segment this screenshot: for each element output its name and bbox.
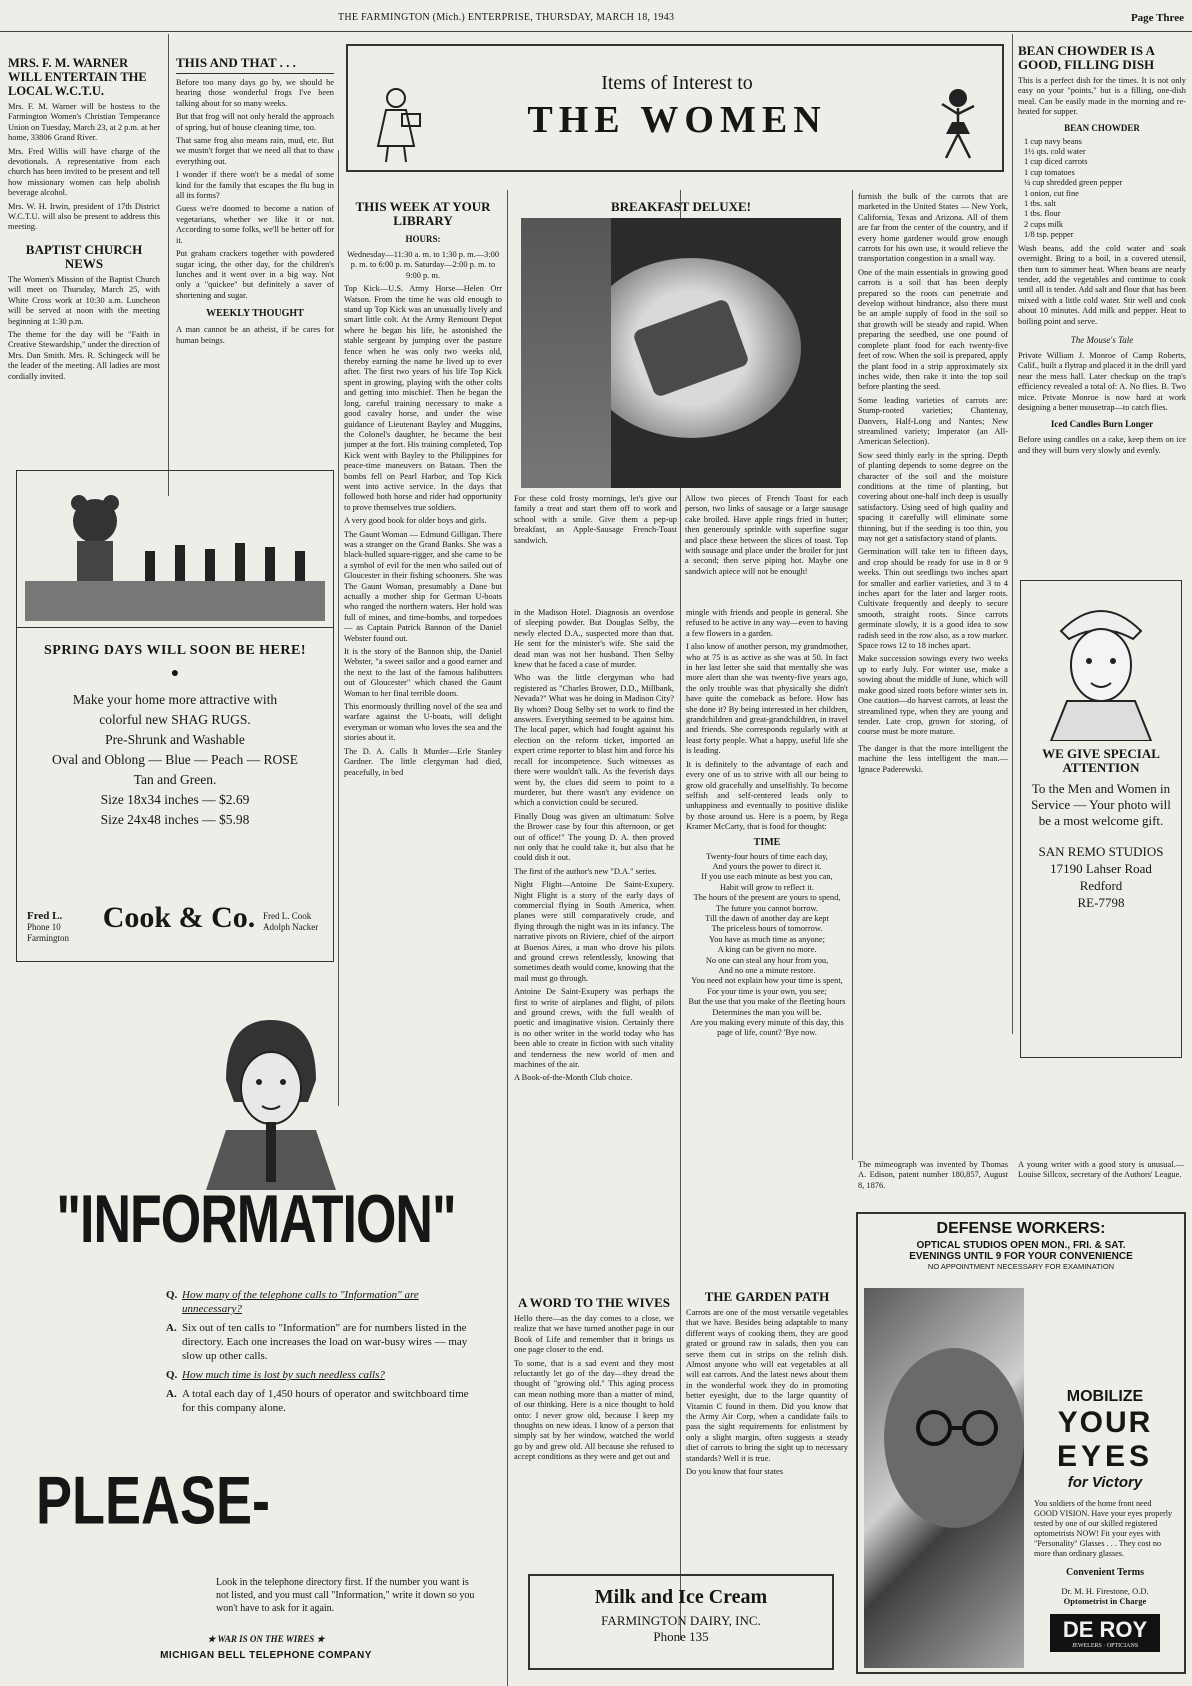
mimeograph-item	[858, 1160, 1008, 1200]
war-slogan: ★ WAR IS ON THE WIRES ★	[207, 1634, 325, 1644]
masthead-title: THE FARMINGTON (Mich.) ENTERPRISE, THURSDAY, MARCH 18, 1943	[338, 12, 675, 23]
subhead: Iced Candles Burn Longer	[1050, 419, 1154, 430]
paragraph: Hello there—as the day comes to a close, we realize that we have turned another page in our Book of Life and remember that it brings us one page closer to the end.	[514, 1314, 674, 1355]
paragraph: This is a perfect dish for the times. It is not only easy on your "points," but is a filling, one-dish meal. Can be easily made in the morning and re-heated for supper.	[1018, 76, 1186, 117]
poem-line: Habit will grow to reflect it.	[720, 882, 814, 892]
role: Optometrist in Charge	[1063, 1596, 1147, 1606]
ingredient: 1/8 tsp. pepper	[1024, 230, 1074, 240]
chowder-column	[1018, 44, 1186, 564]
headline: WE GIVE SPECIAL ATTENTION	[1042, 746, 1160, 775]
ad-line: Make your home more attractive with	[72, 692, 278, 707]
banner-pre: Items of Interest to	[601, 72, 753, 94]
paragraph: The theme for the day will be "Faith in Creative Stewardship," under the direction of Mrs. Dan Smith. Mrs. R. Schingeck will be the leader of the meeting. All ladies are most cordially invited.	[8, 329, 160, 381]
question: Q. How many of the telephone calls to "Information" are unnecessary?	[166, 1289, 419, 1315]
poem-title: TIME	[753, 836, 781, 848]
ingredient: 2 cups milk	[1024, 219, 1064, 229]
poem-line: Twenty-four hours of time each day,	[706, 851, 828, 861]
paragraph: A very good book for older boys and girls.	[344, 516, 487, 526]
headline: BREAKFAST DELUXE!	[610, 200, 752, 214]
paragraph: Some leading varieties of carrots are: Stump-rooted varieties; Chantenay, Danvers, Half-Long and Nantes; New streamlined variety; Imperator (an All-American Selection).	[858, 395, 1008, 447]
dairy-title: Milk and Ice Cream	[594, 1586, 768, 1608]
paragraph: This enormously thrilling novel of the sea and warfare against the U-boats, will delight everyman or woman who loves the sea and the stories about it.	[344, 702, 502, 743]
poem-line: For your time is your own, you see;	[707, 986, 827, 996]
headline: SPRING DAYS WILL SOON BE HERE!	[43, 643, 307, 658]
hours: Wednesday—11:30 a. m. to 1:30 p. m.—3:00 p. m. to 6:00 p. m. Saturday—2:00 p. m. to 9:00 p. m.	[346, 250, 500, 280]
headline: BAPTIST CHURCH NEWS	[25, 241, 143, 271]
dancing-woman-icon	[928, 84, 988, 164]
poem-line: Are you making every minute of this day, this page of life, count? 'Bye now.	[690, 1018, 844, 1038]
eyes-text: EYES	[1056, 1440, 1154, 1473]
ingredient: ¼ cup shredded green pepper	[1024, 178, 1123, 188]
headline: MRS. F. M. WARNER WILL ENTERTAIN THE LOCAL W.C.T.U.	[8, 56, 147, 98]
fork-image	[521, 218, 611, 488]
paragraph: A Book-of-the-Month Club choice.	[514, 1073, 633, 1083]
paragraph: A young writer with a good story is unusual.—Louise Sillcox, secretary of the Authors' League.	[1018, 1160, 1184, 1180]
carrots-column	[858, 192, 1008, 1150]
middle-column	[686, 608, 848, 1298]
ingredient: 1½ qts. cold water	[1024, 147, 1086, 157]
price-line: Size 18x34 inches — $2.69	[100, 792, 250, 807]
rugs-ad	[16, 470, 334, 962]
ingredient: 1 tbs. salt	[1024, 199, 1056, 209]
de-roy-logo: DE ROY JEWELERS · OPTICIANS	[1050, 1614, 1160, 1652]
column-rule	[852, 190, 853, 1160]
paragraph: Wash beans, add the cold water and soak overnight. Bring to a boil, in a covered utensil, then turn to simmer heat. When beans are nearly tender, add the vegetables and continue to cook until all is tender. Add salt and flour that has been mixed with a little cold water. Stir well and cook about 10 minutes. Add milk and pepper. Heat to boiling point and serve.	[1018, 243, 1186, 326]
question: Q. How much time is lost by such needless calls?	[166, 1369, 385, 1381]
poem	[686, 852, 848, 1039]
optical-copy	[1030, 1388, 1180, 1652]
warner-article	[8, 56, 160, 476]
ingredient: 1 tbs. flour	[1024, 209, 1061, 219]
paragraph: To some, that is a sad event and they most reluctantly let go of the day—they dread the thought of "growing old." This aging process can mean nothing more than a matter of mind, of our thinking. Here is a nice thought to hold onto: I never grow old, because I keep my thoughts on new ideas. I know of a person that simply sat by her window, watched the world go by and grew old. All because she refused to accept conditions as they were and get out and	[514, 1358, 674, 1462]
garden-article	[686, 1290, 848, 1562]
column-rule	[1012, 34, 1013, 1034]
poem-line: And yours the power to direct it.	[712, 861, 822, 871]
headline: THIS AND THAT . . .	[176, 56, 334, 74]
paragraph: Make succession sowings every two weeks up to early July. For winter use, make a sowing about the middle of June, which will make good sized roots before winter sets in. One caution—do harvest carrots, at least the streamlined type, when they are young and tender. Late crop, grown for storing, of course must be more mature.	[858, 654, 1008, 737]
paragraph: Guess we're doomed to become a nation of vegetarians, whether we like it or not. According to some folks, we'll be better off for it.	[176, 204, 334, 245]
paragraph: Finally Doug was given an ultimatum: Solve the Brower case by four this afternoon, or get out of office!" The young D. A. then proved not only that he could take it, but also that he could dish it out.	[514, 811, 674, 863]
mobilize-text: MOBILIZE	[1066, 1388, 1144, 1405]
ad-line: EVENINGS UNTIL 9 FOR YOUR CONVENIENCE	[909, 1251, 1133, 1262]
paragraph: It is the story of the Bannon ship, the Daniel Webster, "a sweet sailor and a good earner and the next to the last of the famous halibutters out of Gloucester" which chased the Gaunt Woman to her final terrible doom.	[344, 647, 502, 698]
paragraph: furnish the bulk of the carrots that are marketed in the United States — New York, California, Texas and Arizona. All of them are far from the center of the country, and if every home gardener would grow enough carrots for his own use, it would relieve the transportation congestion in a small way.	[858, 192, 1008, 264]
operator-woman-icon	[196, 1010, 346, 1190]
poem-line: If you use each minute as best you can,	[701, 872, 833, 882]
terms: Convenient Terms	[1065, 1567, 1145, 1578]
paragraph: The first of the author's new "D.A." series.	[514, 866, 657, 876]
paragraph: Carrots are one of the most versatile vegetables that we have. Besides being adaptable to many different ways of cooking them, they are good grated or ground raw in salads, then you can serve them cut in strips on the relish dish. Almost anyone who will eat vegetables at all will eat carrots. And the latest news about them in the wonderful work they do in promoting better eyesight, due to the large quantity of Vitamin C found in them. Did you know that the Army Air Corp, when a candidate fails to pass the sight requirements for enlistment by only a slight margin, often suggests a steady diet of carrots to bring the sight up to necessary standards? Well it is true.	[686, 1308, 848, 1463]
paragraph: Mrs. Fred Willis will have charge of the devotionals. A representative from each church has been invited to be present and tell how missionary women can help abolish beverage alcohol.	[8, 146, 160, 198]
column-rule	[338, 150, 339, 1106]
ad-line: NO APPOINTMENT NECESSARY FOR EXAMINATION	[927, 1262, 1115, 1271]
ingredient: 1 cup tomatoes	[1024, 167, 1075, 177]
paragraph: I wonder if there won't be a medal of some kind for the family that escapes the flu bug in all its forms?	[176, 170, 334, 201]
paragraph: Before using candles on a cake, keep them on ice and they will burn very slowly and evenly.	[1018, 435, 1186, 455]
victory-text: for Victory	[1067, 1474, 1143, 1491]
price-line: Size 24x48 inches — $5.98	[100, 812, 250, 827]
paragraph: Who was the little clergyman who had registered as "Charles Brower, D.D., Millbank, Nevada?" What was he doing in Madison City? By whom? Doug Selby set to work to find the answers. Everything seemed to be against him. The local paper, which had fought against his election on the reform ticket, imported an expert crime reporter to blast him and force his recall for incompetence. Such witnesses as there were wouldn't talk. As the feverish days went by, the clues did seem to point to a murderer, but there wasn't any evidence on which a conviction could be secured.	[514, 673, 674, 808]
paragraph: Night Flight—Antoine De Saint-Exupery. Night Flight is a story of the early days of commercial flying in South America, when planes were still comparatively crude, and flying through the night was in its infancy. The narrative pivots on Riviere, chief of the airport at Buenos Aires, a man who drove his pilots and ground crews relentlessly, knowing that sometimes death would come, knowing that the mail must go through.	[514, 880, 674, 983]
doctor: Dr. M. H. Firestone, O.D.	[1061, 1586, 1149, 1596]
paragraph: The Gaunt Woman — Edmund Gilligan. There was a stranger on the Grand Banks. She was a black-hulled square-rigger, and she came to be a symbol of evil for the men who sailed out of Gloucester in their fishing schooners. She was The Gaunt Woman, presumably a Dane but actually a mother ship for German U-boats who ranged the northern waters. Her hold was full of mines, and time-bombs, and torpedoes — as Captain Patrick Bannon of the Daniel Webster found out.	[344, 529, 502, 643]
paragraph: Top Kick—U.S. Army Horse—Helen Orr Watson. From the time he was old enough to stand up Top Kick was an unusually lively and smart little colt. At the Army Remount Depot where he began his life, he astonished the stable sergeant by jumping over the pasture fence when he was only two weeks old, thereby earning the name he lived up to ever after. The first two years of his life Top Kick spent in growing, playing with the other colts and getting into mischief. Then he began the long, careful training necessary to make a good cavalry horse, and under the wise guidance of Lieutenant Bayley and Muggins, the Colonel's daughter, he became the best jumper at the fort. His training completed, Top Kick went with Bayley to the Philippines for peace-time maneuvers on Bataan. Then the bombs fell on Pearl Harbor, and Top Kick went into active service. In the days that followed both horse and rider had opportunity to prove themselves true soldiers.	[344, 284, 502, 512]
woman-with-glasses-photo	[864, 1288, 1024, 1668]
subhead: The Mouse's Tale	[1070, 334, 1134, 345]
paragraph: Private William J. Monroe of Camp Roberts, Calif., built a flytrap and placed it in the drill yard near the mess hall. Later checkup on the trap's efficiency revealed a total of: A. No flies. B. Two mice. Private Monroe is now hard at work designing a better mousetrap—to catch flies.	[1018, 350, 1186, 412]
bullet-icon: ●	[170, 666, 180, 681]
writer-item	[1018, 1160, 1184, 1200]
paragraph: It is definitely to the advantage of each and every one of us to strive with all our being to grow old gracefully and unselfishly. To become selfish and self-centered leads only to unhappiness and eventually to positive dislike by those around us. Here is a poem, by Rega Kramer McCarty, that is food for thought:	[686, 759, 848, 832]
studio-name: SAN REMO STUDIOS	[1038, 844, 1164, 859]
qa-list	[166, 1288, 476, 1420]
poem-line: Till the dawn of another day are kept	[705, 913, 829, 923]
ad-line: Tan and Green.	[133, 772, 217, 787]
servicewoman-icon	[1041, 591, 1161, 741]
ingredients-list	[1018, 137, 1186, 241]
poem-line: Determines the man you will be.	[712, 1007, 822, 1017]
paragraph: That same frog also means rain, mud, etc. But we mustn't forget that we need all that to thaw everything out.	[176, 136, 334, 166]
paragraph: in the Madison Hotel. Diagnosis an overdose of sleeping powder. But Douglas Selby, the newly elected D.A., suspected more than that. He sent for the minister's wife. She said the dead man was not her husband. Then Selby knew that he faced a case of murder.	[514, 608, 674, 670]
poem-line: The future you cannot borrow.	[715, 903, 819, 913]
poem-line: And no one a minute restore.	[718, 966, 816, 975]
your-text: YOUR	[1057, 1406, 1153, 1439]
dairy-phone: Phone 135	[653, 1629, 709, 1644]
paragraph: Put graham crackers together with powdered sugar icing, the other day, for the children's lunches and it went over in a big way. Not only a "quickee" but definitely a saver of shortening and sugar.	[176, 249, 334, 300]
poem-line: The priceless hours of tomorrow.	[711, 924, 823, 934]
paragraph: Sow seed thinly early in the spring. Depth of planting depends to some degree on the character of the soil and the moisture conditions at the time of planting, but covering about one-half inch deep is usually satisfactory. Using seed of high quality and spacing it carefully will eliminate some thinning, but if the seeding is too thin, you may not get a satisfactory stand of plants.	[858, 450, 1008, 543]
paragraph: The D. A. Calls It Murder—Erle Stanley Gardner. The little clergyman had died, peacefully, in bed	[344, 746, 502, 777]
story-column	[514, 608, 674, 1298]
ingredient: 1 cup diced carrots	[1024, 157, 1088, 167]
ad-body: To the Men and Women in Service — Your photo will be a most welcome gift.	[1031, 781, 1171, 828]
poem-line: The hours of the present are yours to spend,	[693, 893, 841, 903]
breakfast-photo	[521, 218, 841, 488]
recipe-title: BEAN CHOWDER	[1064, 122, 1140, 133]
telephone-ad	[16, 1010, 490, 1670]
answer: A. Six out of ten calls to "Information" are for numbers listed in the directory. Each one increases the load on war-busy wires — may slow up other calls.	[166, 1322, 468, 1362]
masthead	[0, 8, 1192, 32]
paragraph: mingle with friends and people in general. She refused to be active in any way—even to having a few flowers in a garden.	[686, 608, 848, 638]
answer: A. A total each day of 1,450 hours of operator and switchboard time for this company alone.	[166, 1388, 469, 1414]
cook-woman-icon	[366, 84, 426, 164]
library-column	[344, 200, 502, 960]
optical-ad	[856, 1212, 1186, 1674]
studio-city: Redford	[1079, 878, 1123, 893]
company-name: MICHIGAN BELL TELEPHONE COMPANY	[160, 1650, 372, 1661]
page-number: Page Three	[1130, 12, 1184, 24]
ad-line: OPTICAL STUDIOS OPEN MON., FRI. & SAT.	[916, 1240, 1126, 1251]
brand-name: Cook & Co.	[102, 901, 256, 934]
paragraph: A man cannot be an atheist, if he cares for human beings.	[176, 325, 334, 345]
paragraph: Do you know that four states	[686, 1467, 783, 1477]
ad-body: You soldiers of the home front need GOOD VISION. Have your eyes properly tested by one of our skilled registered optometrists NOW! Fit your eyes with "Personality" Glasses . . . They cost no more than ordinary glasses.	[1034, 1499, 1173, 1558]
poem-line: A king can be given no more.	[717, 945, 817, 955]
footer-text: Look in the telephone directory first. If the number you want is not listed, and you must call "Information," write it down so you won't have to ask for it again.	[216, 1577, 475, 1614]
banner-title: THE WOMEN	[527, 99, 827, 141]
paragraph: I also know of another person, my grandmother, who at 75 is as active as she was at 50. In fact in her last letter she said that mentally she was more alert than she was twenty-five years ago, the only trouble was that physically she didn't have quite the comeback as before. How has she done it? By being interested in her children, grandchildren and great-grandchildren, in travel and friends. She corresponds regularly with at least forty people. What a happy, useful life she is leading.	[686, 642, 848, 756]
hours-label: HOURS:	[405, 234, 441, 244]
ingredient: 1 cup navy beans	[1024, 136, 1082, 146]
studio-address: 17190 Lahser Road	[1050, 861, 1152, 876]
paragraph: Antoine De Saint-Exupery was perhaps the first to write of airplanes and flight, of pilots and ground crews, with the full wealth of poetic and imaginative vision. Certainly there is no other writer in the world today who has been able to create in fiction with such vitality and tenderness the new world of men and machines of the air.	[514, 987, 674, 1070]
dairy-ad	[528, 1574, 834, 1670]
paragraph: Before too many days go by, we should be hearing those wonderful frogs I've been talking about for so many weeks.	[176, 78, 334, 108]
paragraph: But that frog will not only herald the approach of spring, but of house cleaning time, too.	[176, 112, 334, 132]
wives-article	[514, 1296, 674, 1561]
headline: A WORD TO THE WIVES	[518, 1296, 670, 1310]
poem-line: No one can steal any hour from you,	[705, 955, 829, 965]
subhead: WEEKLY THOUGHT	[206, 308, 304, 320]
headline: THE GARDEN PATH	[704, 1290, 830, 1304]
poem-line: You need not explain how your time is spent,	[691, 976, 843, 986]
poem-line: But the use that you make of the fleeting hours	[688, 997, 846, 1007]
ingredient: 1 onion, cut fine	[1024, 188, 1079, 198]
dairy-name: FARMINGTON DAIRY, INC.	[601, 1613, 761, 1628]
paragraph: Mrs. W. H. Irwin, president of 17th District W.C.T.U. will also be present to address this meeting.	[8, 201, 160, 232]
ad-line: Oval and Oblong — Blue — Peach — ROSE	[52, 752, 298, 767]
headline: THIS WEEK AT YOUR LIBRARY	[355, 200, 491, 228]
ad-line: colorful new SHAG RUGS.	[99, 712, 251, 727]
paragraph: One of the main essentials in growing good carrots is a soil that has been deeply prepared so the roots can penetrate and develop without hindrance, also there must be an ample supply of food in the soil so that growth will be steady and rapid. When preparing the seedbed, use one pound of complete plant food for each twenty-five feet of row. When the soil is prepared, apply the plant food in a strip approximately six inches wide, then rake it into the top soil before planting the seed.	[858, 267, 1008, 392]
breakfast-article	[514, 200, 848, 600]
studio-phone: RE-7798	[1077, 895, 1125, 910]
paragraph: For these cold frosty mornings, let's give our family a treat and start them off to work and school with a smile. Give them a pep-up breakfast, an Apple-Sausage French-Toast sandwich.	[514, 494, 677, 545]
paragraph: Mrs. F. M. Warner will be hostess to the Farmington Women's Christian Temperance Union on Tuesday, March 23, at 2 p.m. at her home, 33806 Grand River.	[8, 102, 160, 143]
poem-line: You have as much time as anyone;	[709, 934, 825, 944]
ad-line: Pre-Shrunk and Washable	[105, 732, 245, 747]
ad-contact-right: Fred L. Cook Adolph Nacker	[263, 911, 319, 932]
please-text: PLEASE-	[36, 1463, 271, 1539]
paragraph: Allow two pieces of French Toast for each person, two links of sausage or a large sausage cake broiled. Have apple rings fried in butter; then generously sprinkle with superfine sugar and place these between the slices of toast. Top with sausage and place under the broiler for just a second; then serve piping hot. Maybe one sandwich apiece will not be enough!	[685, 494, 848, 576]
headline: DEFENSE WORKERS:	[936, 1220, 1106, 1237]
ad-contact-left: Fred L. Phone 10 Farmington	[27, 911, 69, 943]
paragraph: Germination will take ten to fifteen days, and crop should be ready for use in 8 or 9 weeks. Thin out seedlings two inches apart for smaller and earlier varieties, and 3 to 4 inches apart for the later and larger roots. Cultivate frequently and deeply to secure smooth, straight roots. Since carrots germinate slowly, it is a good idea to sow radish seed in the row also, as a row marker. Space rows 12 to 18 inches apart.	[858, 547, 1008, 651]
quote: The danger is that the more intelligent the machine the less intelligent the man.—Ignace Paderewski.	[858, 743, 1008, 774]
studio-ad	[1020, 580, 1182, 1058]
paragraph: The Women's Mission of the Baptist Church will meet on Thursday, March 25, with White Cross work at 10:30 a.m. Luncheon will be served at noon with the meeting beginning at 1:30 p.m.	[8, 274, 160, 326]
this-and-that-column	[176, 56, 334, 486]
garden-bear-icon	[25, 481, 325, 621]
column-rule	[507, 190, 508, 1686]
column-rule	[168, 34, 169, 496]
paragraph: The mimeograph was invented by Thomas A. Edison, patent number 180,857, August 8, 1876.	[858, 1160, 1008, 1190]
headline: BEAN CHOWDER IS A GOOD, FILLING DISH	[1018, 44, 1155, 72]
women-banner	[346, 44, 1004, 172]
headline: "INFORMATION"	[56, 1182, 456, 1258]
